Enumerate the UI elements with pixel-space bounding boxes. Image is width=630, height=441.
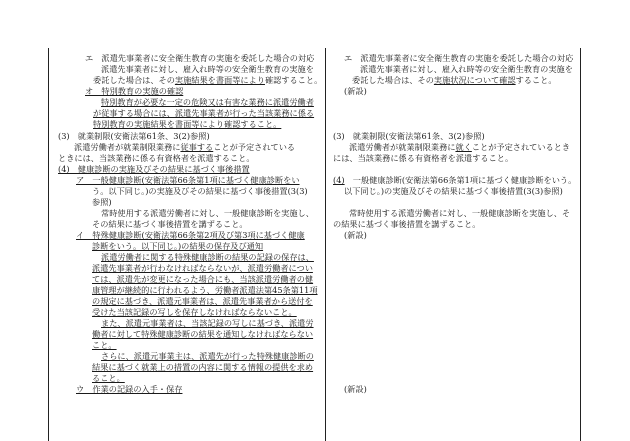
item-i-line: こと。 <box>92 340 117 350</box>
item-a-line: う。以下同じ。)の実施及びその結果に基づく事後措置(3(3) <box>92 186 308 196</box>
new-provision-note: (新設) <box>344 86 367 96</box>
item-a-heading: ア 一般健康診断(安衛法第66条第1項に基づく健康診断をい <box>76 175 300 185</box>
new-provision-note: (新設) <box>344 384 367 394</box>
item-i-heading: イ 特殊健康診断(安衛法第66条第2項及び第3項に基づく健康 <box>76 230 305 240</box>
item-e-line: 派遣先事業者に対し、雇入れ時等の安全衛生教育の実施を <box>101 64 314 74</box>
item-i-line: 受けた当該記録の写しを保存しなければならないこと。 <box>92 307 297 317</box>
section-3-line: ときには、当該業務に係る有資格者を派遣すること。 <box>58 153 255 163</box>
item-i-line: さらに、派遣元事業主は、派遣先が行った特殊健康診断の <box>101 351 314 361</box>
item-e-line: 委託した場合は、その実施状況について確認すること。 <box>352 75 557 85</box>
section-3-heading: (3) 就業制限(安衛法第61条、3(2)参照) <box>58 131 210 141</box>
section-4-line: 以下同じ。)の実施及びその結果に基づく事後措置(3(3)参照) <box>344 186 563 196</box>
item-i-line: 派遣先事業者が行わなければならないが、派遣労働者につい <box>92 263 313 273</box>
section-3-line: 派遣労働者が就業制限業務に従事することが予定されている <box>74 142 296 152</box>
item-i-line: 派遣労働者に関する特殊健康診断の結果の記録の保存は、 <box>101 252 314 262</box>
new-provision-note: (新設) <box>344 230 367 240</box>
section-4-heading: (4) 一般健康診断(安衛法第66条第1項に基づく健康診断をいう。 <box>333 175 577 185</box>
item-e-line: 派遣先事業者に対し、雇入れ時等の安全衛生教育の実施を <box>360 64 573 74</box>
item-a-line: その結果に基づく事後措置を講ずること。 <box>92 219 248 229</box>
item-i-line: の規定に基づき、派遣元事業者は、派遣先事業者から送付を <box>92 296 313 306</box>
section-4-line: の結果に基づく事後措置を講ずること。 <box>333 219 481 229</box>
section-3-heading: (3) 就業制限(安衛法第61条、3(2)参照) <box>333 131 485 141</box>
section-4-line: 常時使用する派遣労働者に対し、一般健康診断を実施し、そ <box>349 208 571 218</box>
section-3-line: には、当該業務に係る有資格者を派遣すること。 <box>333 153 514 163</box>
item-e-heading: エ 派遣先事業者に安全衛生教育の実施を委託した場合の対応 <box>344 53 574 63</box>
section-4-heading: (4) 健康診断の実施及びその結果に基づく事後措置 <box>58 164 250 174</box>
item-i-line: ては、派遣先が変更になった場合にも、当該派遣労働者の健 <box>92 274 314 284</box>
item-i-line: ること。 <box>92 373 125 383</box>
item-u-heading: ウ 作業の記録の入手・保存 <box>76 384 183 394</box>
column-divider-right <box>580 48 581 441</box>
item-e-line: 委託した場合は、その実施結果を書面等により確認すること。 <box>93 75 323 85</box>
item-o-line: 特別教育の実施結果を書面等により確認すること。 <box>93 119 282 129</box>
item-i-heading: 診断をいう。以下同じ。)の結果の保存及び通知 <box>92 241 264 251</box>
section-3-line: 派遣労働者が就業制限業務に就くことが予定されているとき <box>349 142 571 152</box>
item-e-heading: エ 派遣先事業者に安全衛生教育の実施を委託した場合の対応 <box>85 53 315 63</box>
item-a-line: 常時使用する派遣労働者に対し、一般健康診断を実施し、 <box>101 208 314 218</box>
item-o-heading: オ 特別教育の実施の確認 <box>85 86 184 96</box>
item-a-line: 参照) <box>92 197 112 207</box>
item-i-line: 結果に基づく就業上の措置の内容に関する情報の提供を求め <box>92 362 314 372</box>
item-o-line: が従事する場合には、派遣先事業者が行った当該業務に係る <box>93 108 315 118</box>
item-i-line: 働者に対して特殊健康診断の結果を通知しなければならない <box>92 329 314 339</box>
item-i-line: また、派遣元事業者は、当該記録の写しに基づき、派遣労 <box>101 318 314 328</box>
column-divider-center <box>325 48 326 441</box>
item-i-line: 康管理が継続的に行われるよう、労働者派遣法第45条第11項 <box>92 285 318 295</box>
column-divider-left <box>48 48 49 441</box>
item-o-line: 特別教育が必要な一定の危険又は有害な業務に派遣労働者 <box>101 97 314 107</box>
